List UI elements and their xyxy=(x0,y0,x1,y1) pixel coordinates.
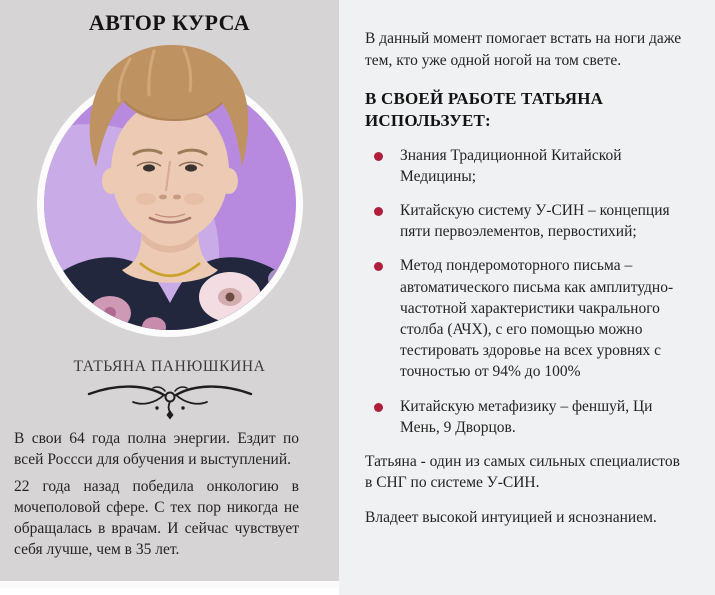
bio-paragraph: В свои 64 года полна энергии. Ездит по всей Россси для обучения и выступлений. xyxy=(14,430,299,469)
intro-paragraph: В данный момент помогает встать на ноги даже тем, кто уже одной ногой на том свете. xyxy=(365,30,682,69)
bullet-dot-icon xyxy=(374,152,383,161)
list-item-text: Китайскую систему У-СИН – концепция пяти первоэлементов, первостихий; xyxy=(400,201,670,241)
list-item xyxy=(365,145,688,187)
left-column xyxy=(0,0,339,588)
flourish-divider-icon xyxy=(85,378,255,420)
bullet-dot-icon xyxy=(374,262,383,271)
list-item-text: Китайскую метафизику – феншуй, Ци Мень, 9 Дворцов. xyxy=(400,397,653,436)
page-title: АВТОР КУРСА xyxy=(88,10,251,35)
author-name: ТАТЬЯНА ПАНЮШКИНА xyxy=(73,357,266,375)
outro-paragraph: Владеет высокой интуицией и яснознанием. xyxy=(365,508,657,526)
bullet-dot-icon xyxy=(374,207,383,216)
section-heading: В СВОЕЙ РАБОТЕ ТАТЬЯНА ИСПОЛЬЗУЕТ: xyxy=(365,89,604,130)
list-item xyxy=(365,200,688,242)
bio-paragraph: 22 года назад победила онкологию в мочеполовой сфере. С тех пор никогда не обращалась в врачам. И сейчас чувствует себя лучше, чем в 35 лет. xyxy=(14,478,299,559)
list-item xyxy=(365,255,688,382)
list-item-text: Знания Традиционной Китайской Медицины; xyxy=(400,146,622,185)
list-item-text: Метод пондеромоторного письма – автоматического письма как амплитудно-частотной характеристики чакрального столба (АЧХ), с его помощью можно тестировать здоровье на всех уровнях с точностью от 94% до 100% xyxy=(400,257,674,381)
list-item xyxy=(365,396,688,438)
right-column xyxy=(339,0,715,595)
author-photo-icon xyxy=(34,39,306,337)
skills-list xyxy=(365,145,688,438)
outro-paragraph: Татьяна - один из самых сильных специалистов в СНГ по системе У-СИН. xyxy=(365,452,680,492)
bullet-dot-icon xyxy=(374,403,383,412)
